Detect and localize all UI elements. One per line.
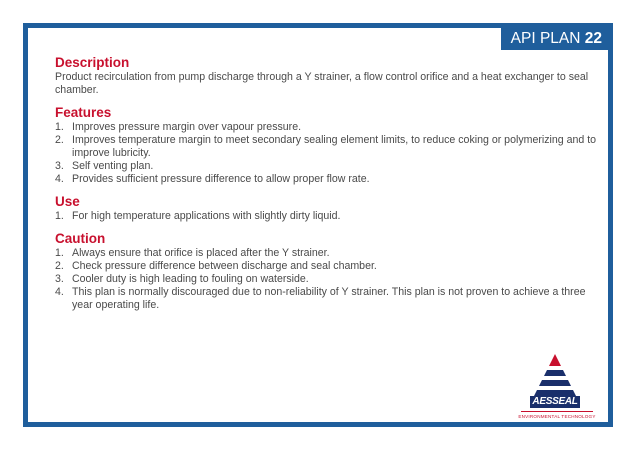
list-item [55, 134, 603, 160]
description-heading: Description [55, 55, 130, 70]
use-heading: Use [55, 194, 80, 209]
list-item-number: 4. [55, 286, 64, 298]
list-item-number: 3. [55, 273, 64, 285]
list-item-number: 1. [55, 121, 64, 133]
use-section [55, 194, 603, 223]
plan-label: API PLAN [510, 30, 581, 47]
list-item-text: For high temperature applications with slightly dirty liquid. [72, 210, 341, 222]
list-item-text: Cooler duty is high leading to fouling on waterside. [72, 273, 309, 285]
plan-number: 22 [584, 30, 602, 47]
features-list [55, 121, 603, 186]
description-section [55, 55, 603, 97]
list-item [55, 273, 603, 286]
use-list [55, 210, 603, 223]
description-text: Product recirculation from pump discharge through a Y strainer, a flow control orifice and a heat exchanger to seal chamber. [55, 71, 589, 96]
list-item-number: 4. [55, 173, 64, 185]
list-item [55, 160, 603, 173]
list-item [55, 247, 603, 260]
list-item [55, 121, 603, 134]
list-item-number: 3. [55, 160, 64, 172]
caution-heading: Caution [55, 231, 106, 246]
plan-badge [501, 28, 608, 50]
list-item [55, 210, 603, 223]
list-item [55, 286, 603, 312]
logo-mark-icon [515, 352, 595, 398]
list-item-text: Check pressure difference between discharge and seal chamber. [72, 260, 377, 272]
logo-wordmark-seal: SEAL [552, 396, 578, 407]
logo-tagline: ENVIRONMENTAL TECHNOLOGY [518, 414, 596, 419]
logo-wordmark [515, 396, 595, 408]
list-item-number: 2. [55, 134, 64, 146]
features-section [55, 105, 603, 186]
aesseal-logo [515, 352, 599, 422]
content [55, 55, 603, 320]
logo-divider [521, 411, 593, 412]
caution-section [55, 231, 603, 312]
list-item-text: Always ensure that orifice is placed after the Y strainer. [72, 247, 330, 259]
list-item-text: Provides sufficient pressure difference to allow proper flow rate. [72, 173, 370, 185]
list-item-text: This plan is normally discouraged due to non-reliability of Y strainer. This plan is not proven to achieve a three year operating life. [72, 286, 586, 311]
features-heading: Features [55, 105, 112, 120]
list-item [55, 260, 603, 273]
list-item-text: Improves temperature margin to meet secondary sealing element limits, to reduce coking or polymerizing and to improve lubricity. [72, 134, 597, 159]
list-item-number: 1. [55, 210, 64, 222]
caution-list [55, 247, 603, 312]
list-item-number: 1. [55, 247, 64, 259]
list-item [55, 173, 603, 186]
list-item-number: 2. [55, 260, 64, 272]
list-item-text: Improves pressure margin over vapour pressure. [72, 121, 302, 133]
list-item-text: Self venting plan. [72, 160, 154, 172]
logo-wordmark-aes: AES [532, 396, 553, 407]
